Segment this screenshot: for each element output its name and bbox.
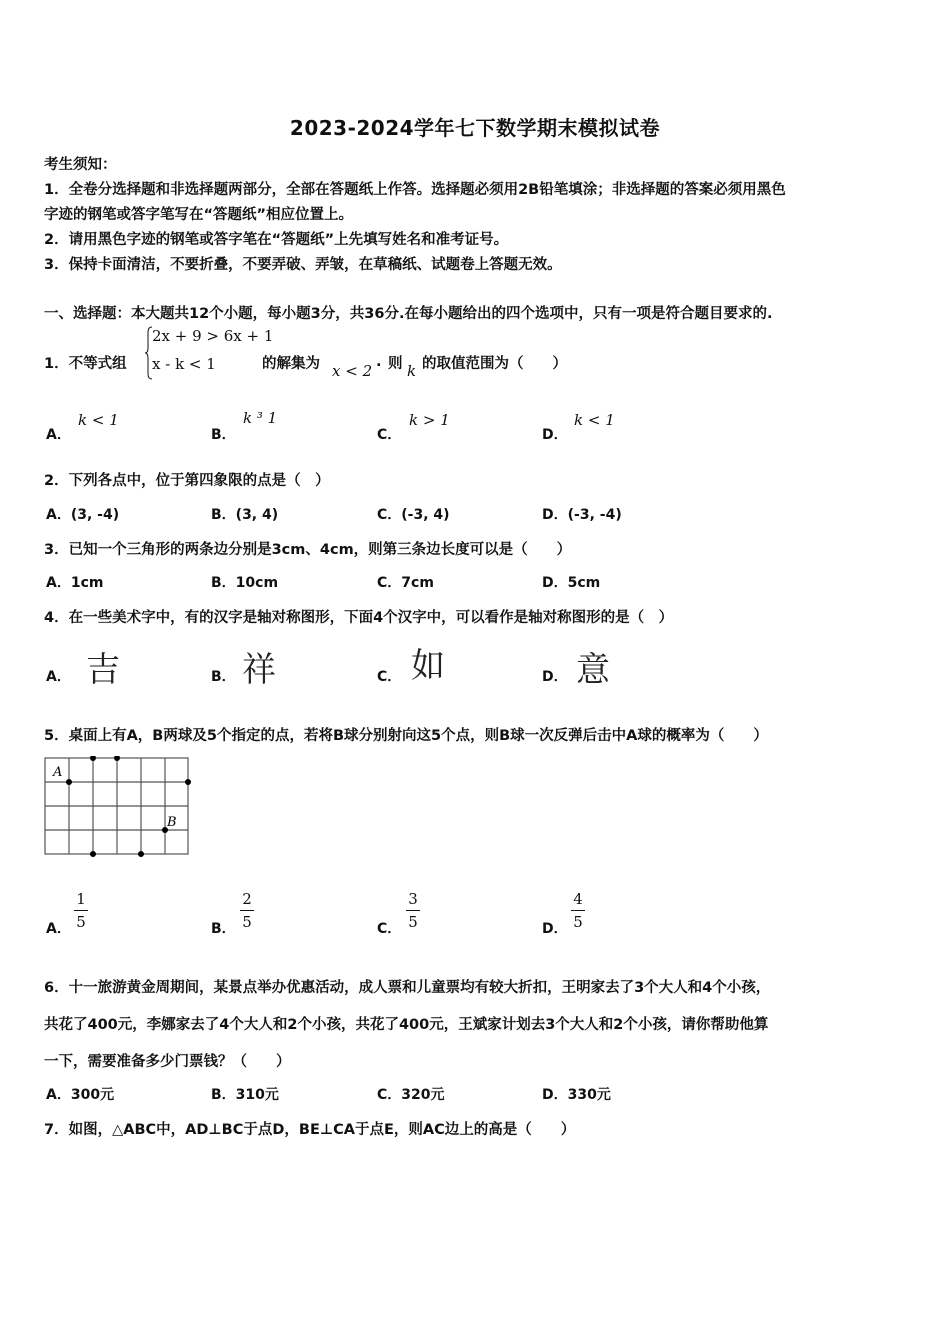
q5-option-d-fraction[interactable] [571,890,585,931]
q2-option-d-text: (-3, -4) [567,507,622,523]
q1-dot: . [376,354,382,370]
q6-option-a-label: A． [46,1087,71,1103]
q6-option-a-text: 300元 [70,1087,115,1103]
q6-option-d-text: 330元 [567,1087,611,1103]
q4-option-c-char[interactable]: 如 [411,646,445,686]
fraction-numerator: 2 [242,890,252,908]
q6-option-d-label: D． [542,1087,568,1103]
q1-option-a-label[interactable]: A． [46,427,71,443]
q2-option-c-label: C． [377,507,402,523]
section-heading: 一、选择题：本大题共12个小题，每小题3分，共36分.在每小题给出的四个选项中，只有一项是符合题目要求的. [44,306,773,322]
notice-line-1a: 1．全卷分选择题和非选择题两部分，全部在答题纸上作答。选择题必须用2B铅笔填涂；非选择题的答案必须用黑色 [44,182,786,198]
q6-line-1: 6．十一旅游黄金周期间，某景点举办优惠活动，成人票和儿童票均有较大折扣，王明家去了3个大人和4个小孩， [44,980,771,996]
q1-inequality-1: 2x + 9 > 6x + 1 [152,327,274,345]
fraction-bar [571,910,585,911]
q5-option-a-fraction[interactable] [74,890,88,931]
notice-heading: 考生须知： [44,157,117,173]
target-point [138,851,144,857]
q4-option-d-label[interactable]: D． [542,669,568,685]
q3-option-d[interactable] [542,572,600,592]
q4-option-b-char[interactable]: 祥 [242,650,276,690]
fraction-numerator: 4 [573,890,583,908]
fraction-denominator: 5 [242,913,252,931]
q1-option-a[interactable]: k < 1 [78,411,119,429]
q2-option-a[interactable] [46,504,119,524]
q1-suffix: 的取值范围为（ ） [422,356,567,372]
q3-option-a-text: 1cm [70,575,104,591]
q5-option-b-fraction[interactable] [240,890,254,931]
q1-option-c[interactable]: k > 1 [409,411,450,429]
q2-option-a-text: (3, -4) [70,507,120,523]
q2-option-c-text: (-3, 4) [401,507,450,523]
q6-option-c-label: C． [377,1087,402,1103]
q2-option-b-text: (3, 4) [235,507,279,523]
q3-option-d-text: 5cm [567,575,601,591]
target-point [114,756,120,761]
q5-option-c-fraction[interactable] [406,890,420,931]
exam-title: 2023-2024学年七下数学期末模拟试卷 [289,116,661,140]
q1-then: 则 [388,356,403,372]
target-point [90,851,96,857]
q2-stem: 2．下列各点中，位于第四象限的点是（ ） [44,473,330,489]
fraction-denominator: 5 [408,913,418,931]
q7-stem: 7．如图，△ABC中，AD⊥BC于点D，BE⊥CA于点E，则AC边上的高是（ ） [44,1122,576,1138]
target-point [90,756,96,761]
q3-option-d-label: D． [542,575,568,591]
ball-a-point [66,779,72,785]
notice-line-3: 3．保持卡面清洁，不要折叠，不要弄破、弄皱，在草稿纸、试题卷上答题无效。 [44,257,562,273]
q4-option-a-char[interactable]: 吉 [86,650,120,690]
q4-option-d-char[interactable]: 意 [576,650,610,690]
q6-option-c-text: 320元 [401,1087,445,1103]
q6-option-d[interactable] [542,1084,611,1104]
q3-stem: 3．已知一个三角形的两条边分别是3cm、4cm，则第三条边长度可以是（ ） [44,542,572,558]
q1-option-c-label[interactable]: C． [377,427,402,443]
fraction-denominator: 5 [573,913,583,931]
q2-option-a-label: A． [46,507,71,523]
ball-a-label: A [53,765,63,780]
q5-option-a-label[interactable]: A． [46,921,71,937]
q6-option-c[interactable] [377,1084,445,1104]
q2-option-b-label: B． [211,507,236,523]
q3-option-c-text: 7cm [401,575,434,591]
q4-option-b-label[interactable]: B． [211,669,236,685]
q1-solution: x < 2 [332,362,373,380]
q4-option-a-label[interactable]: A． [46,669,71,685]
q5-option-d-label[interactable]: D． [542,921,568,937]
q4-stem: 4．在一些美术字中，有的汉字是轴对称图形，下面4个汉字中，可以看作是轴对称图形的是（ ） [44,610,674,626]
q1-option-b[interactable]: k ³ 1 [243,409,278,427]
ball-b-label: B [167,815,177,830]
fraction-bar [240,910,254,911]
q5-grid-figure [44,756,200,860]
q5-option-b-label[interactable]: B． [211,921,236,937]
fraction-numerator: 3 [408,890,418,908]
notice-line-1b: 字迹的钢笔或答字笔写在“答题纸”相应位置上。 [44,207,354,223]
q1-inequality-2: x - k < 1 [152,355,216,373]
q6-line-3: 一下，需要准备多少门票钱？（ ） [44,1054,291,1070]
q6-line-2: 共花了400元，李娜家去了4个大人和2个小孩，共花了400元，王斌家计划去3个大人和2个小孩，请你帮助他算 [44,1017,769,1033]
fraction-numerator: 1 [76,890,86,908]
q6-option-b-text: 310元 [235,1087,279,1103]
q2-option-b[interactable] [211,504,278,524]
fraction-denominator: 5 [76,913,86,931]
target-point [185,779,191,785]
q3-option-b-text: 10cm [235,575,279,591]
notice-line-2: 2．请用黑色字迹的钢笔或答字笔在“答题纸”上先填写姓名和准考证号。 [44,232,509,248]
q1-k: k [407,362,417,380]
q3-option-b-label: B． [211,575,236,591]
q1-option-d-label[interactable]: D． [542,427,568,443]
q1-prefix: 1．不等式组 [44,356,127,372]
q3-option-b[interactable] [211,572,278,592]
q4-option-c-label[interactable]: C． [377,669,402,685]
q1-option-d[interactable]: k < 1 [574,411,615,429]
q6-option-b[interactable] [211,1084,279,1104]
q2-option-c[interactable] [377,504,450,524]
q2-option-d-label: D． [542,507,568,523]
q1-mid-text: 的解集为 [262,356,320,372]
fraction-bar [74,910,88,911]
q6-option-b-label: B． [211,1087,236,1103]
q3-option-c[interactable] [377,572,434,592]
q2-option-d[interactable] [542,504,622,524]
q6-option-a[interactable] [46,1084,114,1104]
q5-stem: 5．桌面上有A，B两球及5个指定的点，若将B球分别射向这5个点，则B球一次反弹后击中A球的概率为（ ） [44,728,768,744]
q5-option-c-label[interactable]: C． [377,921,402,937]
q3-option-a-label: A． [46,575,71,591]
q1-option-b-label[interactable]: B． [211,427,236,443]
q3-option-a[interactable] [46,572,103,592]
fraction-bar [406,910,420,911]
q3-option-c-label: C． [377,575,402,591]
